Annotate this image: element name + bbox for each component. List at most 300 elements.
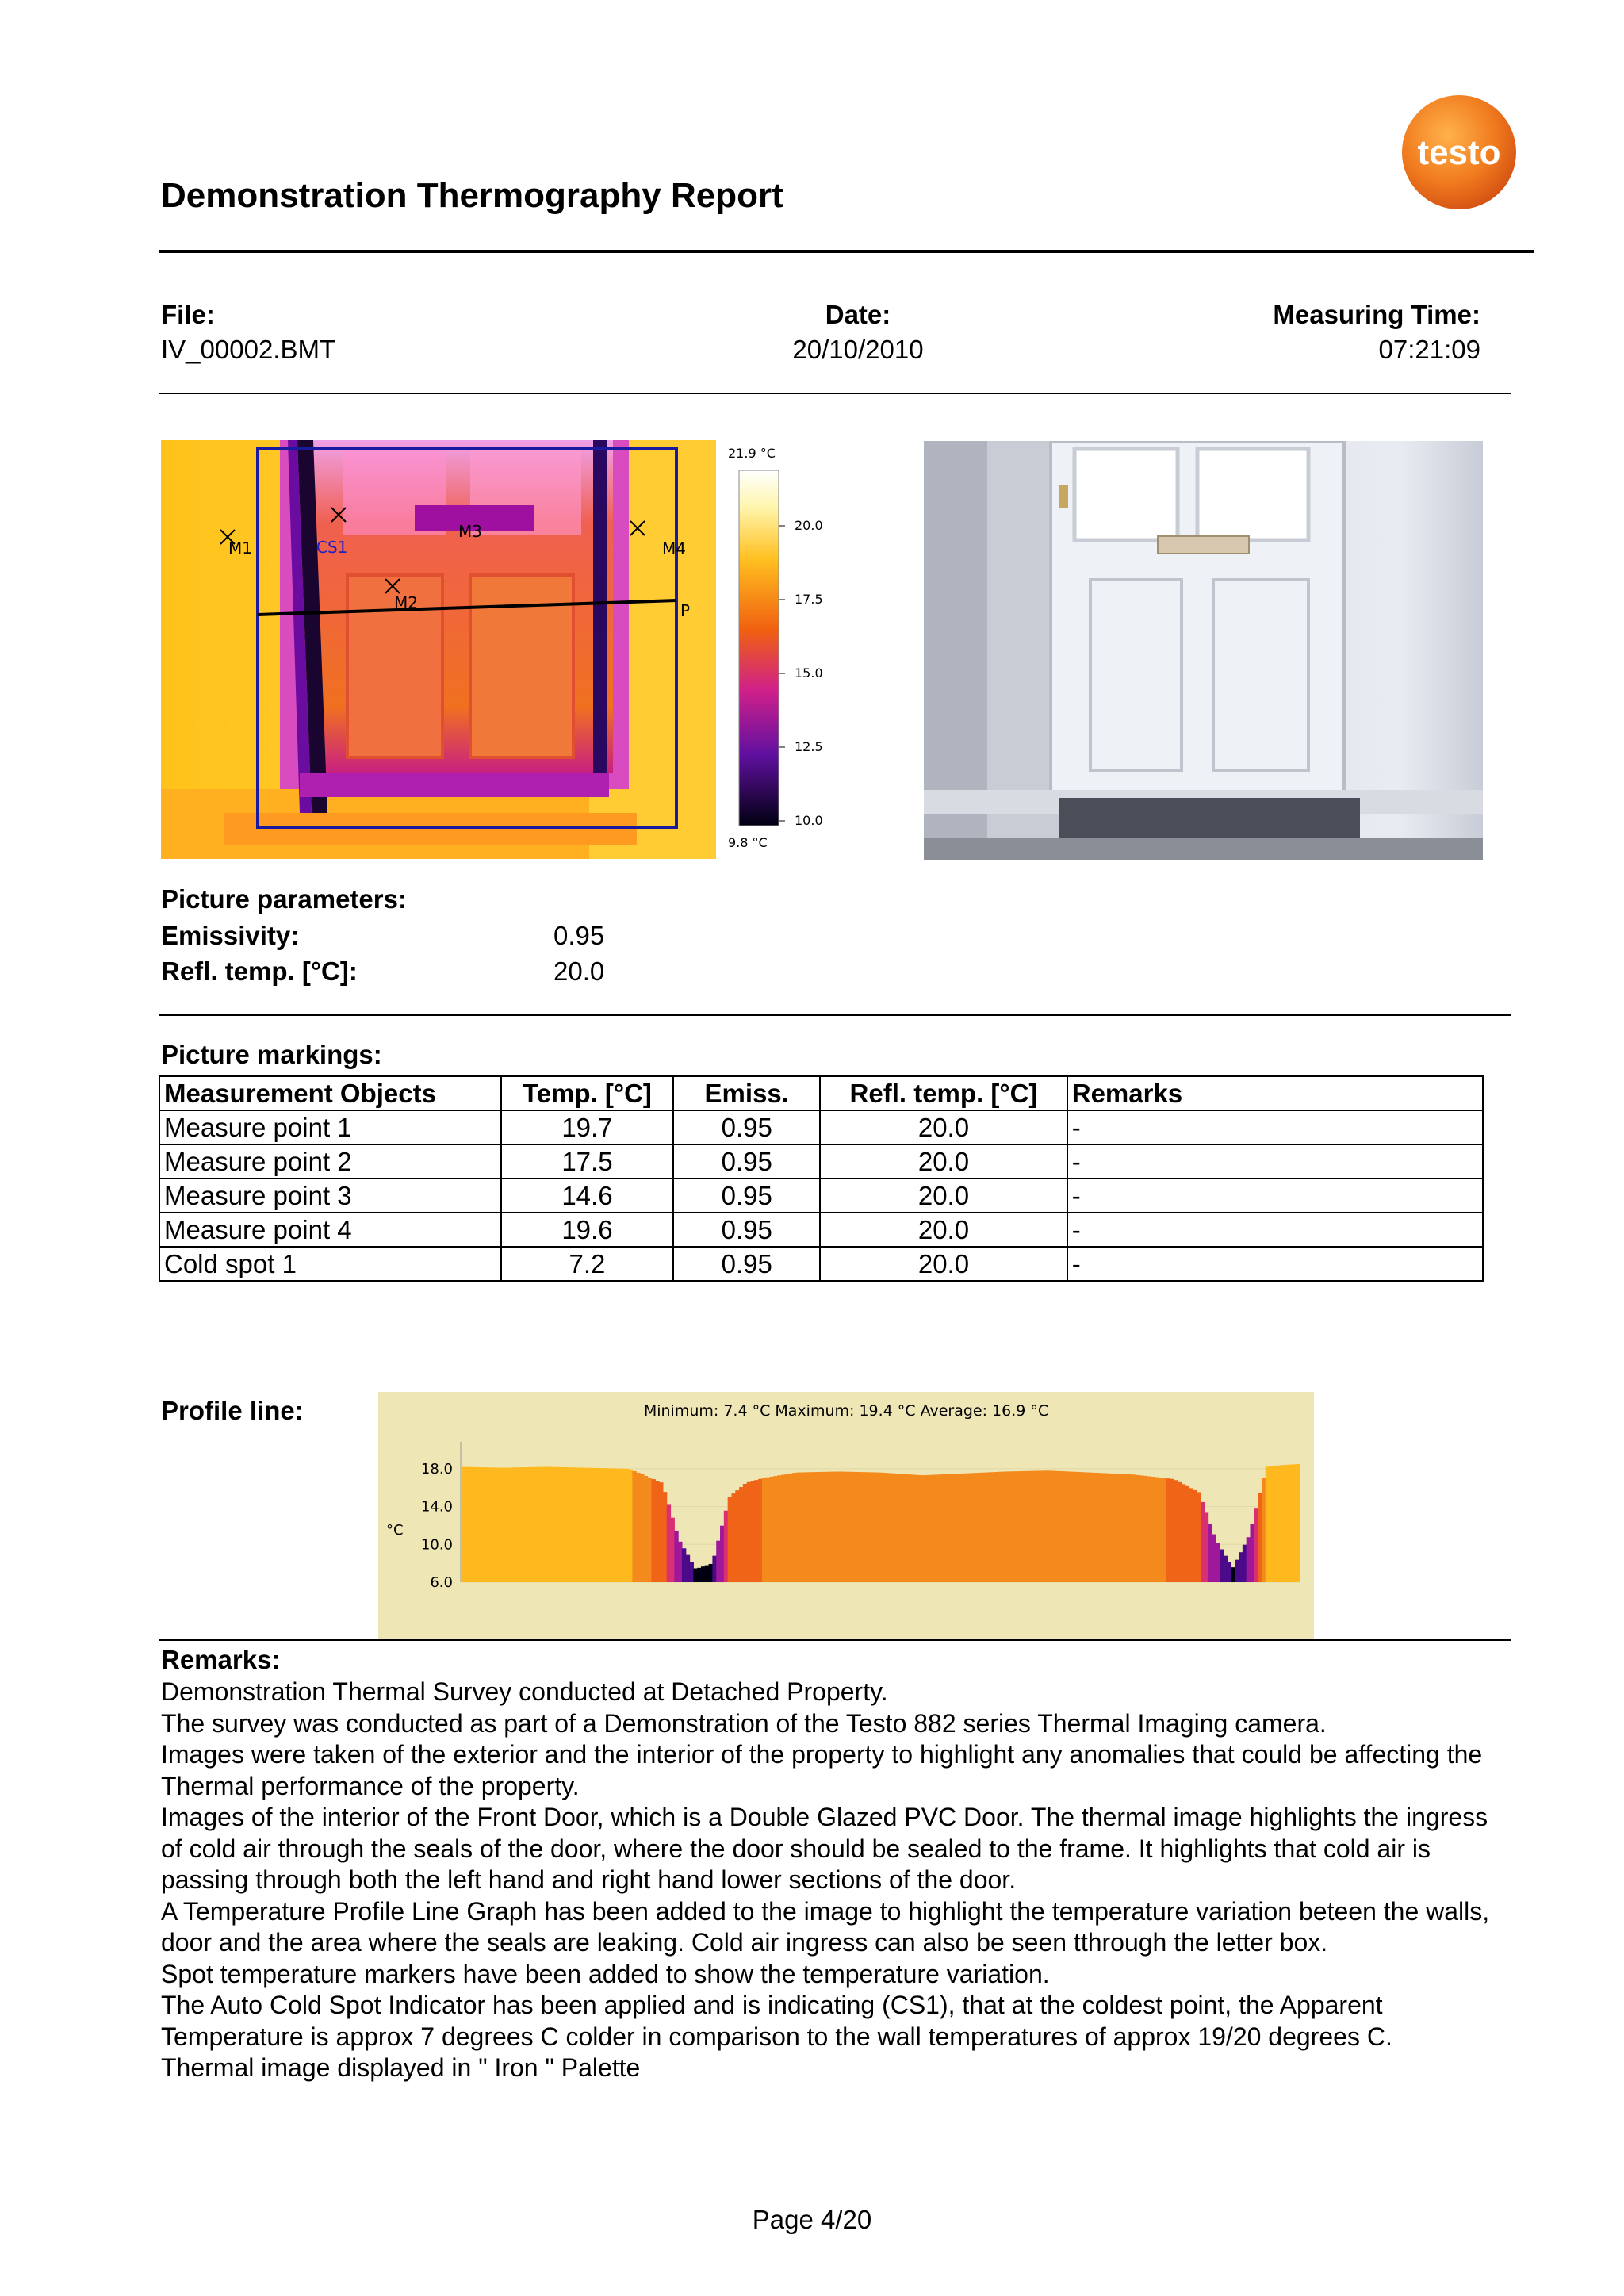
- profile-bar: [522, 1467, 526, 1582]
- profile-bar: [1094, 1473, 1097, 1582]
- scale-tick: 12.5: [795, 739, 823, 754]
- profile-bar: [964, 1474, 968, 1582]
- profile-bar: [556, 1467, 560, 1582]
- profile-bar: [834, 1471, 838, 1582]
- marker-m2: M2: [394, 593, 418, 612]
- profile-bar: [560, 1467, 564, 1582]
- profile-bar: [731, 1493, 735, 1582]
- remarks-line: Thermal image displayed in " Iron " Palette: [161, 2053, 641, 2082]
- profile-bar: [1185, 1486, 1189, 1582]
- profile-bar: [682, 1548, 686, 1582]
- profile-bar: [640, 1474, 644, 1582]
- table-cell: 19.6: [501, 1213, 674, 1247]
- profile-bar: [583, 1468, 587, 1582]
- profile-bar: [678, 1542, 682, 1582]
- header-rule: [159, 250, 1534, 253]
- profile-bar: [1124, 1474, 1128, 1582]
- profile-bar: [1044, 1470, 1048, 1582]
- profile-bar: [480, 1467, 484, 1582]
- profile-bar: [827, 1472, 831, 1582]
- col-header: Temp. [°C]: [501, 1076, 674, 1110]
- profile-bar: [861, 1472, 865, 1582]
- table-cell: 20.0: [820, 1247, 1067, 1281]
- scale-tick: 20.0: [795, 518, 823, 533]
- profile-bar: [941, 1474, 945, 1582]
- marker-m1: M1: [228, 539, 252, 558]
- profile-bar: [712, 1556, 716, 1582]
- y-tick-label: 6.0: [430, 1574, 453, 1591]
- profile-bar: [602, 1468, 606, 1582]
- profile-bar: [545, 1467, 549, 1582]
- table-cell: 0.95: [673, 1110, 820, 1144]
- profile-bar: [1258, 1493, 1262, 1582]
- profile-bar: [663, 1492, 667, 1582]
- params-rule: [159, 1014, 1511, 1016]
- y-tick-label: 14.0: [420, 1498, 453, 1516]
- profile-bar: [1074, 1472, 1078, 1582]
- profile-bar: [1067, 1471, 1071, 1582]
- markings-heading: Picture markings:: [161, 1040, 382, 1069]
- profile-bar: [636, 1473, 640, 1582]
- profile-bar: [1025, 1471, 1029, 1582]
- profile-bar: [1262, 1478, 1266, 1582]
- scale-tick: 17.5: [795, 592, 823, 607]
- profile-bar: [796, 1473, 800, 1582]
- profile-bar: [865, 1472, 869, 1582]
- profile-bar: [484, 1467, 488, 1582]
- scale-tick: 15.0: [795, 665, 823, 680]
- table-cell: -: [1067, 1179, 1483, 1213]
- emissivity-label: Emissivity:: [161, 921, 300, 950]
- profile-bar: [598, 1468, 602, 1582]
- profile-bar: [949, 1474, 953, 1582]
- profile-bar: [644, 1476, 648, 1582]
- remarks-line: Images were taken of the exterior and the interior of the property to highlight any anomalies that could be affecting the Thermal performance of the property.: [161, 1740, 1489, 1800]
- profile-bar: [903, 1474, 907, 1582]
- profile-bar: [872, 1472, 876, 1582]
- profile-bar: [1277, 1466, 1281, 1582]
- profile-bar: [1128, 1474, 1132, 1582]
- profile-bar: [811, 1472, 815, 1582]
- profile-bar: [701, 1566, 705, 1582]
- profile-bar: [476, 1467, 480, 1582]
- profile-bar: [1109, 1474, 1113, 1582]
- profile-bar: [1071, 1472, 1074, 1582]
- profile-bar: [754, 1480, 758, 1582]
- profile-bar: [1216, 1543, 1220, 1582]
- profile-bar: [891, 1474, 895, 1582]
- profile-bar: [1270, 1466, 1274, 1582]
- profile-bar: [823, 1472, 827, 1582]
- profile-bar: [552, 1467, 556, 1582]
- profile-bar: [1182, 1484, 1185, 1582]
- scale-min: 9.8 °C: [728, 835, 768, 850]
- profile-stats: Minimum: 7.4 °C Maximum: 19.4 °C Average: 16.9 °C: [643, 1402, 1049, 1420]
- profile-bar: [724, 1511, 728, 1582]
- profile-bar: [1197, 1492, 1201, 1582]
- profile-bar: [1220, 1550, 1224, 1582]
- table-cell: 20.0: [820, 1179, 1067, 1213]
- profile-bar: [945, 1474, 949, 1582]
- table-cell: 7.2: [501, 1247, 674, 1281]
- profile-bar: [1228, 1562, 1231, 1582]
- table-header-row: [159, 1076, 1483, 1110]
- profile-bar: [1243, 1545, 1247, 1582]
- marker-cs1: CS1: [316, 538, 348, 557]
- profile-bar: [777, 1475, 781, 1582]
- table-cell: 20.0: [820, 1213, 1067, 1247]
- refl-temp-label: Refl. temp. [°C]:: [161, 956, 358, 986]
- profile-bar: [1101, 1473, 1105, 1582]
- profile-bar: [1036, 1471, 1040, 1582]
- remarks-heading: Remarks:: [161, 1645, 281, 1674]
- profile-bar: [514, 1467, 518, 1582]
- time-label: Measuring Time:: [1273, 300, 1480, 329]
- remarks-line: Images of the interior of the Front Door, which is a Double Glazed PVC Door. The thermal image highlights the ingress of cold air through the seals of the door, where the door should be sealed to the frame. It highlights that cold air is passing through both the left hand and right hand lower sections of the door.: [161, 1803, 1496, 1894]
- profile-bar: [697, 1568, 701, 1582]
- profile-bar: [693, 1568, 697, 1582]
- profile-bar: [762, 1478, 766, 1582]
- logo-text: testo: [1417, 133, 1501, 172]
- profile-bar: [507, 1468, 511, 1583]
- scale-tick: 10.0: [795, 813, 823, 828]
- profile-bar: [591, 1468, 595, 1582]
- profile-bar: [606, 1468, 610, 1582]
- profile-bar: [1273, 1466, 1277, 1582]
- profile-bar: [1063, 1471, 1067, 1582]
- profile-bar: [888, 1473, 892, 1582]
- profile-bar: [1082, 1472, 1086, 1582]
- profile-bar: [1250, 1524, 1254, 1582]
- table-row: [159, 1144, 1483, 1179]
- profile-bar: [1097, 1473, 1101, 1582]
- profile-bar: [1247, 1537, 1251, 1582]
- profile-bar: [533, 1467, 537, 1582]
- visual-photo: [924, 441, 1483, 860]
- table-cell: Cold spot 1: [159, 1247, 501, 1281]
- profile-chart: [378, 1392, 1314, 1639]
- profile-bar: [838, 1471, 842, 1582]
- remarks-line: A Temperature Profile Line Graph has been added to the image to highlight the temperature variation beteen the walls, door and the area where the seals are leaking. Cold air ingress can also be seen tthrough the letter box.: [161, 1896, 1497, 1957]
- profile-heading: Profile line:: [161, 1396, 304, 1425]
- profile-bar: [842, 1472, 846, 1582]
- profile-bar: [655, 1481, 659, 1582]
- profile-bar: [629, 1470, 633, 1582]
- profile-bar: [1143, 1476, 1147, 1582]
- profile-bar: [914, 1475, 918, 1582]
- table-cell: 0.95: [673, 1179, 820, 1213]
- profile-bar: [952, 1474, 956, 1582]
- profile-bar: [518, 1467, 522, 1582]
- profile-bar: [1159, 1478, 1162, 1582]
- profile-bar: [709, 1564, 713, 1582]
- profile-bar: [735, 1490, 739, 1582]
- table-cell: -: [1067, 1110, 1483, 1144]
- profile-bar: [933, 1474, 937, 1582]
- profile-bar: [1205, 1512, 1208, 1582]
- profile-bar: [1051, 1471, 1055, 1582]
- y-tick-label: 18.0: [420, 1460, 453, 1478]
- profile-bar: [910, 1474, 914, 1582]
- info-rule: [159, 393, 1511, 394]
- col-header: Measurement Objects: [159, 1076, 501, 1110]
- file-label: File:: [161, 300, 215, 329]
- profile-bar: [564, 1467, 568, 1582]
- col-header: Refl. temp. [°C]: [820, 1076, 1067, 1110]
- table-cell: -: [1067, 1247, 1483, 1281]
- scale-max: 21.9 °C: [728, 446, 776, 461]
- profile-bar: [766, 1478, 770, 1582]
- profile-rule: [159, 1639, 1511, 1641]
- file-value: IV_00002.BMT: [161, 335, 336, 364]
- profile-bar: [587, 1468, 591, 1582]
- profile-bar: [461, 1467, 465, 1582]
- y-tick-label: 10.0: [420, 1536, 453, 1554]
- profile-bar: [465, 1467, 469, 1582]
- profile-bar: [1078, 1472, 1082, 1582]
- profile-bar: [1239, 1552, 1243, 1582]
- profile-bar: [1010, 1471, 1014, 1582]
- profile-bar: [1002, 1472, 1006, 1582]
- remarks-line: Spot temperature markers have been added to show the temperature variation.: [161, 1959, 1050, 1988]
- profile-bar: [971, 1473, 975, 1582]
- remarks-line: Demonstration Thermal Survey conducted at Detached Property.: [161, 1677, 888, 1706]
- markings-table: [159, 1075, 1484, 1282]
- profile-bar: [1281, 1465, 1285, 1582]
- profile-bar: [758, 1479, 762, 1582]
- profile-bar: [1116, 1474, 1120, 1582]
- profile-bar: [648, 1478, 652, 1582]
- profile-bar: [1006, 1471, 1010, 1582]
- profile-bar: [541, 1467, 545, 1582]
- profile-bar: [987, 1472, 991, 1582]
- profile-bar: [491, 1467, 495, 1582]
- profile-bar: [667, 1504, 671, 1582]
- profile-bar: [1090, 1473, 1094, 1582]
- profile-bar: [499, 1468, 503, 1582]
- profile-bar: [747, 1482, 751, 1582]
- profile-bar: [728, 1497, 732, 1582]
- table-row: [159, 1213, 1483, 1247]
- profile-bar: [785, 1474, 789, 1582]
- profile-bar: [1292, 1464, 1296, 1582]
- profile-bar: [1193, 1490, 1197, 1582]
- table-cell: -: [1067, 1213, 1483, 1247]
- profile-bar: [792, 1473, 796, 1582]
- profile-bar: [1021, 1471, 1025, 1582]
- profile-bar: [1201, 1502, 1205, 1582]
- profile-bar: [975, 1473, 979, 1582]
- profile-bar: [830, 1472, 834, 1582]
- profile-bar: [781, 1474, 785, 1582]
- y-axis-unit: °C: [386, 1522, 404, 1539]
- profile-bar: [876, 1473, 880, 1582]
- profile-bar: [869, 1472, 873, 1582]
- table-row: [159, 1247, 1483, 1281]
- thermal-image: [161, 440, 716, 859]
- profile-bar: [804, 1472, 808, 1582]
- testo-logo: [1389, 82, 1528, 221]
- table-cell: Measure point 2: [159, 1144, 501, 1179]
- profile-bar: [1208, 1524, 1212, 1582]
- table-cell: 20.0: [820, 1144, 1067, 1179]
- table-cell: 20.0: [820, 1110, 1067, 1144]
- table-cell: 14.6: [501, 1179, 674, 1213]
- profile-bar: [621, 1469, 625, 1582]
- page-number: Page 4/20: [752, 2205, 872, 2234]
- profile-bar: [537, 1467, 541, 1582]
- profile-bar: [1013, 1471, 1017, 1582]
- profile-bar: [617, 1469, 621, 1582]
- profile-bar: [1235, 1560, 1239, 1582]
- remarks-line: The Auto Cold Spot Indicator has been applied and is indicating (CS1), that at the coldest point, the Apparent Temperature is approx 7 degrees C colder in comparison to the wall temperatures of approx 19/20 degrees C.: [161, 1991, 1392, 2051]
- profile-bar: [526, 1467, 530, 1582]
- profile-bar: [690, 1562, 694, 1582]
- profile-bar: [1105, 1474, 1109, 1582]
- table-cell: 0.95: [673, 1213, 820, 1247]
- profile-bar: [720, 1526, 724, 1582]
- profile-bar: [1162, 1478, 1166, 1582]
- profile-bar: [800, 1472, 804, 1582]
- profile-bar: [1178, 1482, 1182, 1582]
- remarks-body: [161, 1677, 1509, 2084]
- emissivity-value: 0.95: [553, 921, 605, 950]
- profile-bar: [884, 1473, 888, 1582]
- profile-bar: [846, 1472, 850, 1582]
- profile-bar: [1296, 1464, 1300, 1582]
- col-header: Remarks: [1067, 1076, 1483, 1110]
- profile-bar: [983, 1473, 987, 1582]
- profile-bar: [857, 1472, 861, 1582]
- profile-bar: [705, 1566, 709, 1582]
- profile-bar: [880, 1473, 884, 1582]
- table-cell: Measure point 4: [159, 1213, 501, 1247]
- profile-bar: [472, 1467, 476, 1582]
- profile-bar: [907, 1474, 911, 1582]
- profile-bar: [853, 1472, 857, 1582]
- profile-bar: [979, 1473, 983, 1582]
- table-cell: Measure point 1: [159, 1110, 501, 1144]
- profile-bar: [1212, 1535, 1216, 1582]
- profile-bar: [1147, 1476, 1151, 1582]
- profile-bar: [998, 1472, 1002, 1582]
- profile-bar: [1231, 1567, 1235, 1582]
- time-value: 07:21:09: [1378, 335, 1480, 364]
- profile-bar: [575, 1467, 579, 1582]
- profile-bar: [674, 1531, 678, 1582]
- profile-bar: [530, 1467, 534, 1582]
- profile-bar: [1132, 1474, 1136, 1582]
- profile-bar: [671, 1518, 675, 1582]
- profile-bar: [1029, 1471, 1033, 1582]
- profile-bar: [1151, 1477, 1155, 1582]
- profile-bar: [651, 1479, 655, 1582]
- profile-bar: [1166, 1478, 1170, 1582]
- table-row: [159, 1110, 1483, 1144]
- profile-bar: [850, 1472, 854, 1582]
- profile-bar: [926, 1475, 930, 1582]
- profile-bar: [773, 1476, 777, 1582]
- profile-bar: [770, 1477, 774, 1582]
- profile-bar: [610, 1468, 614, 1582]
- color-scale: [722, 440, 841, 853]
- marker-m3: M3: [458, 522, 482, 541]
- profile-bar: [716, 1541, 720, 1582]
- table-row: [159, 1179, 1483, 1213]
- profile-bar: [686, 1555, 690, 1582]
- profile-bar: [899, 1474, 903, 1582]
- profile-bar: [1174, 1480, 1178, 1582]
- date-value: 20/10/2010: [792, 335, 924, 364]
- table-cell: 19.7: [501, 1110, 674, 1144]
- profile-bar: [1224, 1556, 1228, 1582]
- profile-bar: [1086, 1473, 1090, 1582]
- profile-bar: [1136, 1475, 1139, 1582]
- date-label: Date:: [825, 300, 891, 329]
- table-cell: 17.5: [501, 1144, 674, 1179]
- profile-bar: [739, 1487, 743, 1582]
- profile-bar: [918, 1475, 922, 1582]
- profile-bar: [1266, 1466, 1270, 1582]
- profile-bar: [1254, 1508, 1258, 1582]
- refl-temp-value: 20.0: [553, 956, 605, 986]
- profile-bar: [1059, 1471, 1063, 1582]
- profile-bar: [990, 1472, 994, 1582]
- marker-p: P: [680, 601, 691, 620]
- profile-bar: [789, 1474, 793, 1582]
- picture-params-heading: Picture parameters:: [161, 884, 407, 914]
- profile-bar: [937, 1474, 941, 1582]
- table-cell: 0.95: [673, 1247, 820, 1281]
- marker-m4: M4: [662, 539, 686, 558]
- profile-bar: [808, 1472, 812, 1582]
- profile-bar: [750, 1481, 754, 1582]
- profile-bar: [1285, 1465, 1289, 1582]
- profile-bar: [613, 1468, 617, 1582]
- profile-bar: [469, 1467, 473, 1582]
- profile-bar: [1040, 1470, 1044, 1582]
- profile-bar: [594, 1468, 598, 1582]
- profile-bar: [960, 1474, 964, 1582]
- remarks-line: The survey was conducted as part of a Demonstration of the Testo 882 series Thermal Imaging camera.: [161, 1708, 1327, 1738]
- profile-bar: [1032, 1471, 1036, 1582]
- profile-bar: [1113, 1474, 1116, 1582]
- profile-bar: [819, 1472, 823, 1582]
- profile-bar: [956, 1474, 960, 1582]
- profile-bar: [568, 1467, 572, 1582]
- profile-bar: [579, 1468, 583, 1583]
- profile-bar: [1017, 1471, 1021, 1582]
- profile-bar: [930, 1475, 934, 1582]
- profile-bar: [511, 1467, 515, 1582]
- profile-bar: [743, 1484, 747, 1582]
- profile-bar: [1048, 1470, 1052, 1582]
- profile-bar: [571, 1467, 575, 1582]
- profile-bar: [632, 1471, 636, 1582]
- profile-bar: [922, 1475, 926, 1582]
- profile-bar: [495, 1468, 499, 1583]
- profile-bar: [1155, 1478, 1159, 1582]
- profile-bar: [1055, 1471, 1059, 1582]
- profile-bar: [1289, 1465, 1293, 1582]
- table-cell: Measure point 3: [159, 1179, 501, 1213]
- table-cell: 0.95: [673, 1144, 820, 1179]
- table-cell: -: [1067, 1144, 1483, 1179]
- profile-bar: [968, 1474, 972, 1583]
- profile-bar: [625, 1469, 629, 1582]
- profile-bar: [1120, 1474, 1124, 1582]
- profile-bar: [815, 1472, 819, 1582]
